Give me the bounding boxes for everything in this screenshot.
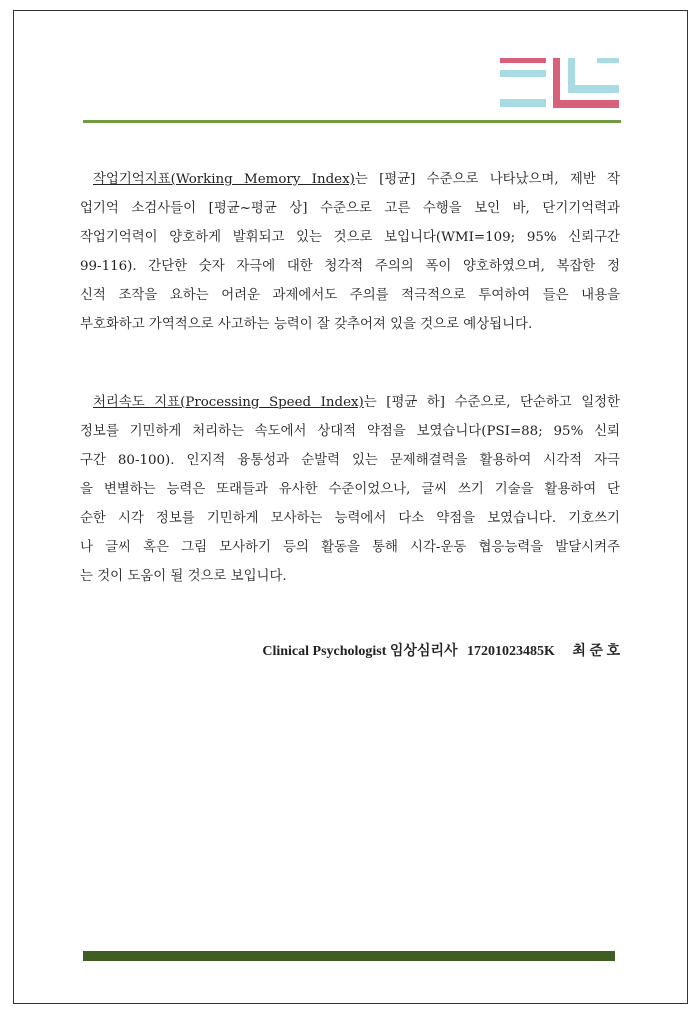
paragraph-line: 을 변별하는 능력은 또래들과 유사한 수준이었으나, 글씨 쓰기 기술을 활용하여 단 (80, 482, 620, 497)
paragraph-text: 는 [평균] 수준으로 나타났으며, 제반 작 (354, 172, 620, 187)
paragraph-line (80, 388, 620, 417)
section-title: 작업기억지표(Working Memory Index) (93, 172, 355, 187)
paragraph-line: 작업기억력이 양호하게 발휘되고 있는 것으로 보입니다(WMI=109; 95% 신뢰구간 (80, 230, 620, 245)
paragraph-line: 나 글씨 혹은 그림 모사하기 등의 활동을 통해 시각-운동 협응능력을 발달시켜주 (80, 540, 620, 555)
paragraph-text: 는 [평균 하] 수준으로, 단순하고 일정한 (363, 395, 620, 410)
signature-license: 17201023485K (467, 644, 555, 659)
paragraph-line: 99-116). 간단한 숫자 자극에 대한 청각적 주의의 폭이 양호하였으며, 복잡한 정 (80, 259, 620, 274)
signature-name: 최 준 호 (572, 644, 620, 659)
section-title: 처리속도 지표(Processing Speed Index) (93, 395, 364, 410)
header-divider (83, 120, 621, 123)
paragraph-line: 업기억 소검사들이 [평균~평균 상] 수준으로 고른 수행을 보인 바, 단기기억력과 (80, 201, 620, 216)
paragraph-line: 는 것이 도움이 될 것으로 보입니다. (80, 569, 287, 584)
paragraph-line: 구간 80-100). 인지적 융통성과 순발력 있는 문제해결력을 활용하여 시각적 자극 (80, 453, 620, 468)
paragraph-line: 순한 시각 정보를 기민하게 모사하는 능력에서 다소 약점을 보였습니다. 기호쓰기 (80, 511, 620, 526)
working-memory-paragraph (80, 165, 620, 339)
logo (500, 58, 620, 110)
signature (256, 640, 620, 660)
paragraph-line: 정보를 기민하게 처리하는 속도에서 상대적 약점을 보였습니다(PSI=88; 95% 신뢰 (80, 424, 620, 439)
paragraph-line: 부호화하고 가역적으로 사고하는 능력이 잘 갖추어져 있을 것으로 예상됩니다. (80, 317, 533, 332)
processing-speed-paragraph (80, 388, 620, 591)
footer-bar (83, 951, 615, 961)
signature-role: Clinical Psychologist 임상심리사 (262, 644, 458, 659)
paragraph-line (80, 165, 620, 194)
paragraph-line: 신적 조작을 요하는 어려운 과제에서도 주의를 적극적으로 투여하여 들은 내용을 (80, 288, 620, 303)
